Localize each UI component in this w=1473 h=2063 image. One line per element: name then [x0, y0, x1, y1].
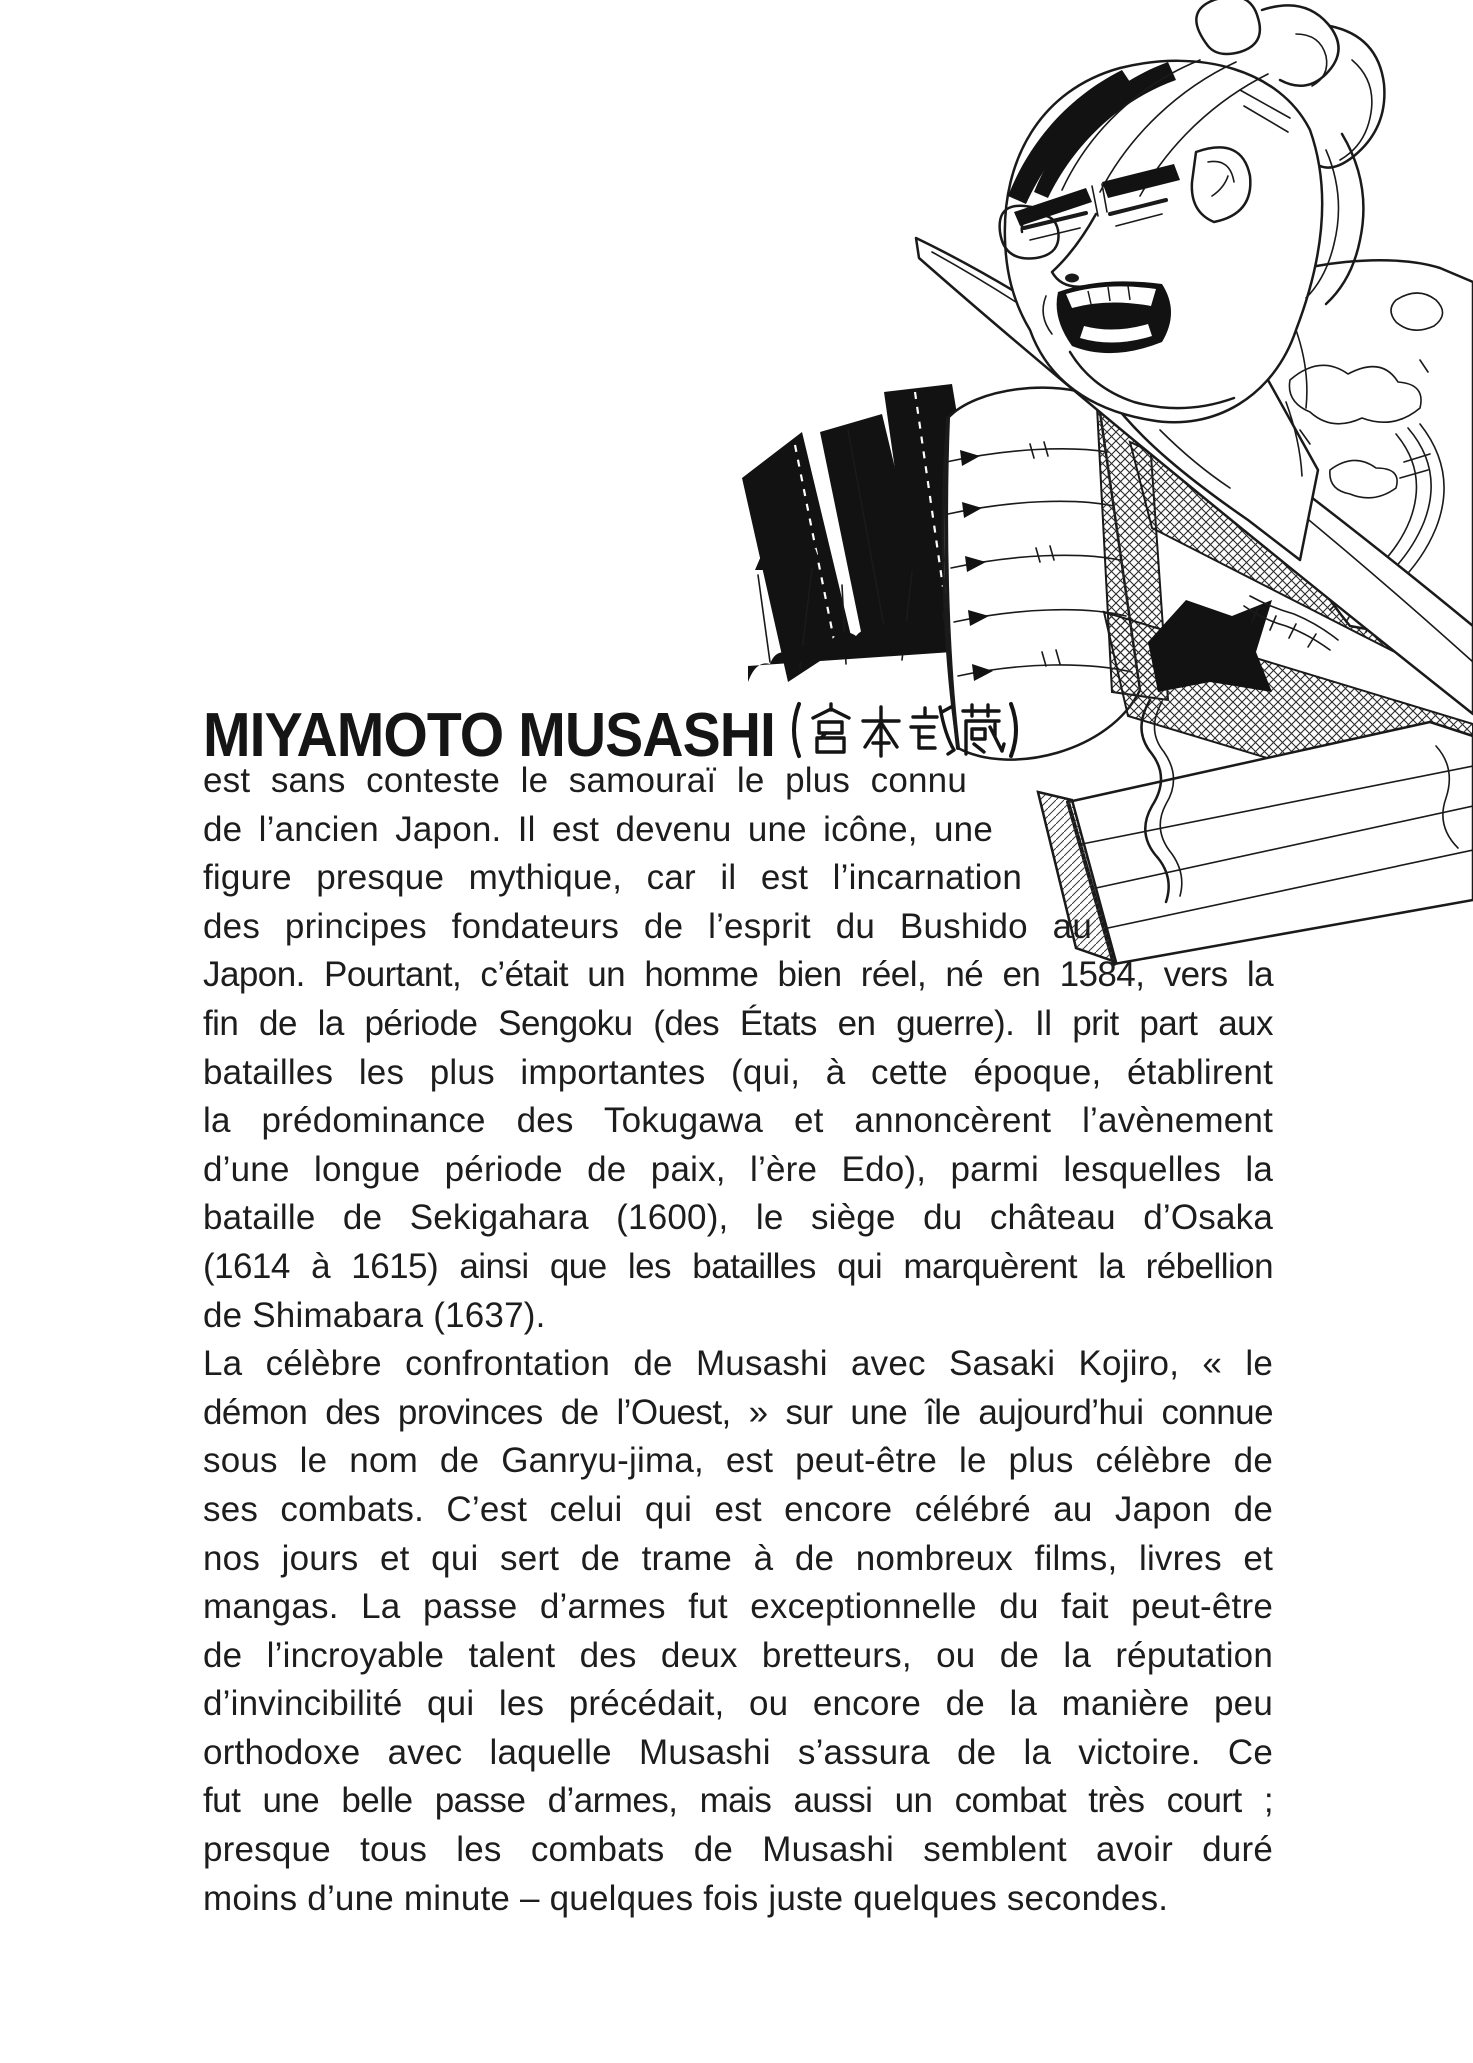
paragraph-line: presque tous les combats de Musashi semblent avoir duré — [203, 1830, 1273, 1870]
paragraph-line: (1614 à 1615) ainsi que les batailles qui marquèrent la rébellion — [203, 1246, 1273, 1286]
paragraph-line: fin de la période Sengoku (des États en guerre). Il prit part aux — [203, 1003, 1273, 1043]
paragraph-line: fut une belle passe d’armes, mais aussi un combat très court ; — [203, 1781, 1273, 1821]
paragraph-line: de Shimabara (1637). — [203, 1295, 546, 1335]
article-body — [203, 757, 1273, 1923]
paragraph-line: de l’incroyable talent des deux bretteurs, ou de la réputation — [203, 1635, 1273, 1675]
title-kanji-text — [203, 0, 204, 1]
title-name: MIYAMOTO MUSASHI — [203, 701, 775, 770]
paragraph-line: nos jours et qui sert de trame à de nombreux films, livres et — [203, 1538, 1273, 1578]
paragraph-line: figure presque mythique, car il est l’incarnation — [203, 858, 1022, 898]
paragraph-line: La célèbre confrontation de Musashi avec Sasaki Kojiro, « le — [203, 1344, 1273, 1384]
paragraph-line: la prédominance des Tokugawa et annoncèrent l’avènement — [203, 1101, 1273, 1141]
paragraph-line: d’une longue période de paix, l’ère Edo), parmi lesquelles la — [203, 1149, 1273, 1189]
paragraph-line: est sans conteste le samouraï le plus connu — [203, 761, 967, 800]
paragraph-line: d’invincibilité qui les précédait, ou encore de la manière peu — [203, 1684, 1273, 1724]
paragraph-line: sous le nom de Ganryu-jima, est peut-être le plus célèbre de — [203, 1441, 1273, 1481]
kanji-art-icon — [794, 704, 1016, 756]
paragraph-line: batailles les plus importantes (qui, à cette époque, établirent — [203, 1052, 1273, 1092]
paragraph-line: mangas. La passe d’armes fut exceptionnelle du fait peut-être — [203, 1587, 1273, 1627]
paragraph-line: moins d’une minute – quelques fois juste quelques secondes. — [203, 1878, 1169, 1918]
paragraph-line: orthodoxe avec laquelle Musashi s’assura de la victoire. Ce — [203, 1732, 1273, 1772]
paragraph-line: bataille de Sekigahara (1600), le siège du château d’Osaka — [203, 1198, 1273, 1238]
paragraph-line: de l’ancien Japon. Il est devenu une icône, une — [203, 809, 993, 849]
paragraph-line: ses combats. C’est celui qui est encore célébré au Japon de — [203, 1489, 1273, 1529]
paragraph-line: Japon. Pourtant, c’était un homme bien réel, né en 1584, vers la — [203, 955, 1273, 995]
paragraph-line: démon des provinces de l’Ouest, » sur une île aujourd’hui connue — [203, 1392, 1273, 1432]
paragraph-line: des principes fondateurs de l’esprit du Bushido au — [203, 906, 1092, 946]
